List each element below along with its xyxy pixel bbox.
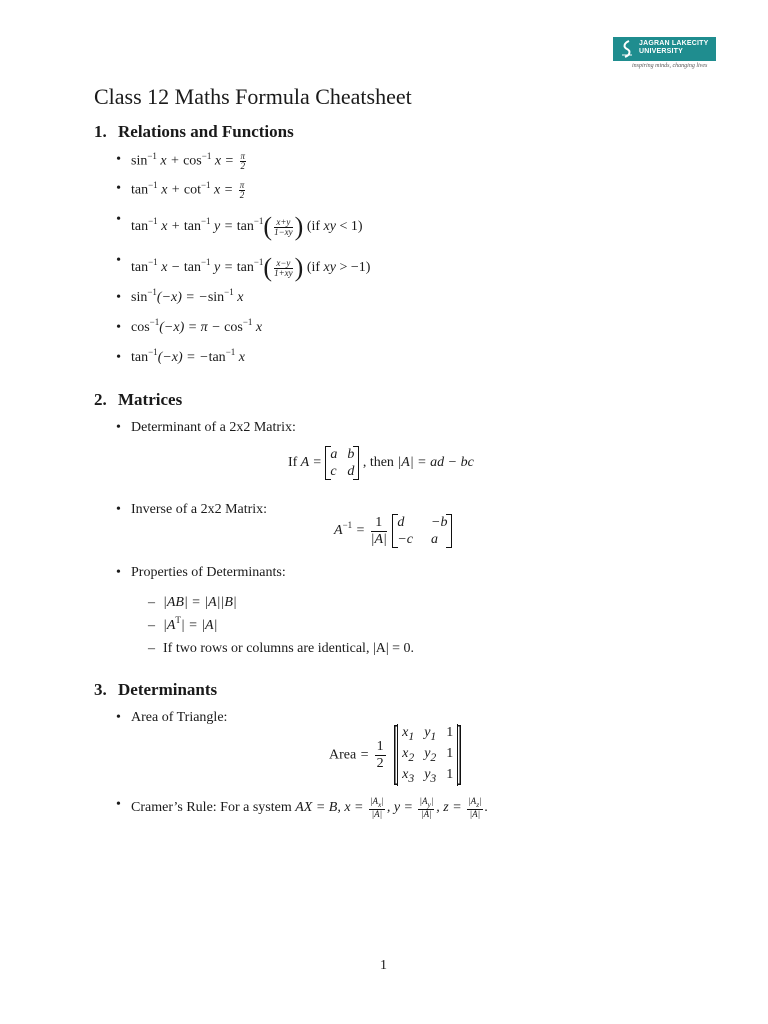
section-heading-1	[94, 122, 294, 142]
property-transpose: – $|A^T| = |A|$	[163, 618, 217, 634]
section-title: Relations and Functions	[118, 122, 294, 141]
page-title: Class 12 Maths Formula Cheatsheet	[94, 84, 412, 109]
formula-inverse-2x2: $A^{-1}$ = $\frac{1}{|A|}$ d −b −c a	[334, 514, 452, 548]
logo-line2: UNIVERSITY	[639, 48, 684, 55]
vertex-determinant: $x_1$ $y_1$ 1 $x_2$ $y_2$ 1 $x_3$ $y_3$ 1	[397, 724, 458, 786]
matrices-item-determinant: • Determinant of a 2x2 Matrix:	[131, 420, 296, 436]
section-title: Determinants	[118, 680, 218, 699]
formula-cramer: AX = B, x = $\frac{|A_x|}{|A|}$ , y = $\frac{|A_y|}{|A|}$ , z = $\frac{|A_z|}{|A|}$ .	[295, 796, 489, 819]
property-identical-rows: – If two rows or columns are identical, |A| = 0.	[163, 641, 414, 657]
property-product: – |AB| = |A||B|	[163, 595, 237, 611]
university-logo	[613, 37, 716, 61]
section-number: 3.	[94, 680, 107, 699]
formula-tan-difference: • $\tan^{-1} x - \tan^{-1} y = \tan^{-1}$( $\frac{x-y}{1+xy}$ ) (if xy > −1)	[131, 253, 370, 283]
section-number: 2.	[94, 390, 107, 409]
matrix-a: a b c d	[325, 446, 359, 480]
determinants-item-cramer	[131, 797, 488, 819]
section-heading-3	[94, 680, 217, 700]
cramer-label: Cramer’s Rule: For a system	[131, 800, 292, 816]
formula-det-2x2: If A = a b c d , then |A| = ad − bc	[288, 447, 474, 479]
logo-emblem-icon	[620, 40, 634, 58]
formula-cos-negative: • $\cos^{-1}(-x) = \pi - \cos^{-1} x$	[131, 320, 262, 336]
formula-tan-odd: • $\tan^{-1}(-x) = -\tan^{-1}$ x	[131, 350, 245, 366]
formula-inverse-tan-cot: • $\tan^{-1} x + \cot^{-1} x$ = $\frac{\pi}{2}$	[131, 181, 247, 200]
logo-tagline: inspiring minds, changing lives	[632, 63, 708, 69]
adjoint-matrix: d −b −c a	[392, 514, 452, 548]
formula-triangle-area: Area = $\frac{1}{2}$ $x_1$ $y_1$ 1 $x_2$ $y_2$ 1 $x_3$ $y_3$ 1	[329, 724, 458, 786]
formula-tan-sum: • $\tan^{-1} x + \tan^{-1} y = \tan^{-1}$( $\frac{x+y}{1-xy}$ ) (if xy < 1)	[131, 212, 363, 242]
determinants-item-area: • Area of Triangle:	[131, 710, 227, 726]
formula-sin-odd: • $\sin^{-1}(-x) = -\sin^{-1}$ x	[131, 290, 243, 306]
section-number: 1.	[94, 122, 107, 141]
logo-text	[639, 40, 709, 56]
formula-inverse-sin-cos: • $\sin^{-1} x + \cos^{-1} x$ = $\frac{\pi}{2}$	[131, 152, 248, 171]
logo-line1: JAGRAN LAKECITY	[639, 40, 709, 47]
section-title: Matrices	[118, 390, 183, 409]
page-number: 1	[380, 958, 387, 973]
section-heading-2	[94, 390, 182, 410]
matrices-item-inverse: • Inverse of a 2x2 Matrix:	[131, 502, 267, 518]
matrices-item-properties: • Properties of Determinants:	[131, 565, 286, 581]
